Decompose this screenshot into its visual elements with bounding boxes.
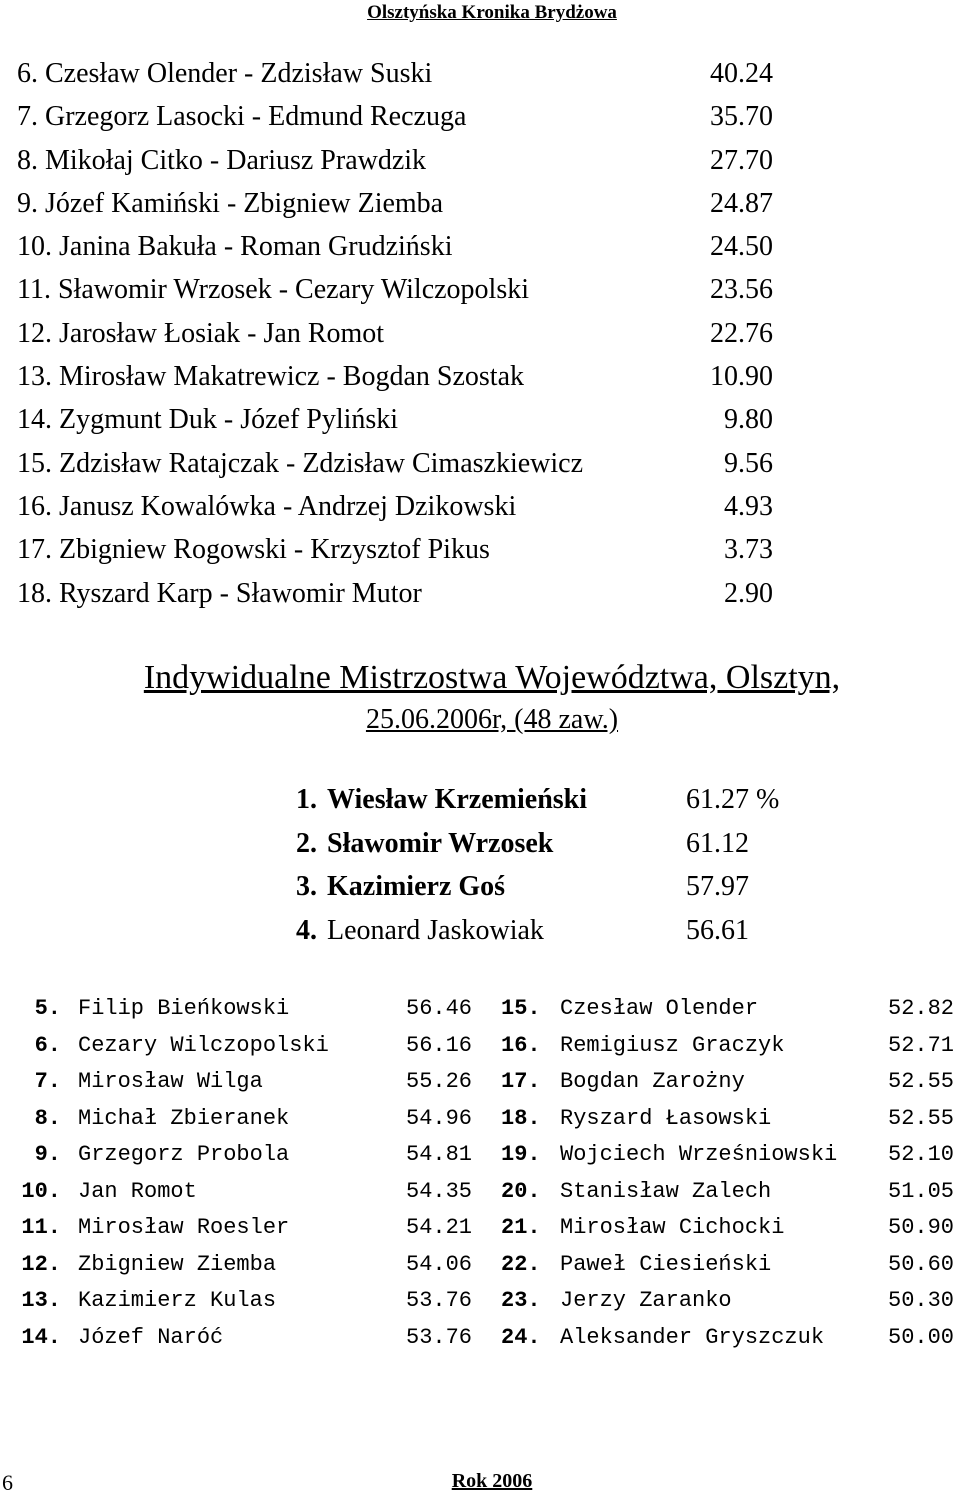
right-position: 17.: [501, 1069, 541, 1094]
result-position: 3.: [296, 871, 317, 902]
left-player-name: Kazimierz Kulas: [78, 1288, 277, 1313]
left-player-name: Cezary Wilczopolski: [78, 1032, 329, 1058]
pair-names: 18. Ryszard Karp - Sławomir Mutor: [17, 577, 422, 609]
ranking-row: [0, 1320, 960, 1357]
pair-names: 14. Zygmunt Duk - Józef Pyliński: [17, 404, 399, 436]
top-result-row: [296, 822, 816, 866]
right-player-score: 52.71: [888, 1032, 955, 1058]
right-position: 21.: [501, 1215, 541, 1240]
pair-result-row: [17, 485, 817, 528]
left-player-score: 54.96: [406, 1105, 473, 1131]
left-position: 7.: [34, 1069, 61, 1094]
left-position: 8.: [34, 1105, 61, 1131]
individual-ranking-table: [0, 991, 960, 1356]
page-header: Olsztyńska Kronika Brydżowa: [367, 2, 617, 23]
player-score: 56.61: [686, 914, 749, 946]
page-footer: Rok 2006: [451, 1470, 533, 1492]
left-player-score: 54.81: [406, 1142, 473, 1167]
pair-result-row: [17, 312, 817, 355]
ranking-row: [0, 1247, 960, 1284]
pair-result-row: [17, 182, 817, 225]
left-position: 14.: [21, 1324, 61, 1350]
right-position: 23.: [501, 1288, 541, 1313]
player-name: Kazimierz Goś: [327, 871, 506, 902]
player-score: 57.97: [686, 871, 749, 902]
result-position: 4.: [296, 914, 317, 946]
pair-score: 40.24: [710, 58, 773, 89]
right-player-name: Mirosław Cichocki: [560, 1215, 785, 1240]
right-player-name: Jerzy Zaranko: [560, 1288, 732, 1313]
left-player-name: Jan Romot: [78, 1178, 197, 1204]
right-player-score: 50.60: [888, 1251, 955, 1277]
right-position: 16.: [501, 1032, 541, 1058]
right-player-score: 50.30: [888, 1288, 955, 1313]
pair-result-row: [17, 398, 817, 441]
left-player-score: 56.16: [406, 1032, 473, 1058]
right-player-name: Bogdan Zarożny: [560, 1069, 745, 1094]
ranking-row: [0, 1283, 960, 1320]
left-position: 10.: [21, 1178, 61, 1204]
right-player-name: Czesław Olender: [560, 996, 759, 1021]
result-position: 1.: [296, 784, 317, 815]
right-player-score: 52.55: [888, 1069, 955, 1094]
left-position: 13.: [21, 1288, 61, 1313]
right-player-name: Stanisław Zalech: [560, 1178, 772, 1204]
pair-score: 9.80: [724, 404, 773, 436]
left-player-name: Mirosław Roesler: [78, 1215, 290, 1240]
pair-result-row: [17, 139, 817, 182]
pair-names: 15. Zdzisław Ratajczak - Zdzisław Cimaszkiewicz: [17, 447, 584, 479]
section-title: [0, 656, 960, 740]
player-score: 61.27 %: [686, 784, 780, 815]
right-position: 20.: [501, 1178, 541, 1204]
left-player-score: 53.76: [406, 1324, 473, 1350]
left-position: 11.: [21, 1215, 61, 1240]
pair-names: 17. Zbigniew Rogowski - Krzysztof Pikus: [17, 534, 490, 566]
ranking-row: [0, 1101, 960, 1138]
pair-result-row: [17, 528, 817, 571]
pair-result-row: [17, 52, 817, 95]
section-title-line2: 25.06.2006r, (48 zaw.): [365, 704, 619, 735]
left-position: 9.: [34, 1142, 61, 1167]
pair-result-row: [17, 355, 817, 398]
pair-names: 16. Janusz Kowalówka - Andrzej Dzikowski: [17, 490, 517, 522]
top-result-row: [296, 865, 816, 909]
left-position: 6.: [34, 1032, 61, 1058]
pair-names: 12. Jarosław Łosiak - Jan Romot: [17, 317, 385, 349]
left-player-score: 54.35: [406, 1178, 473, 1204]
right-player-score: 51.05: [888, 1178, 955, 1204]
left-player-score: 54.06: [406, 1251, 473, 1277]
right-player-score: 52.55: [888, 1105, 955, 1131]
pair-result-row: [17, 268, 817, 311]
left-player-name: Michał Zbieranek: [78, 1105, 290, 1131]
ranking-row: [0, 1064, 960, 1101]
right-player-name: Wojciech Wrześniowski: [560, 1142, 838, 1167]
pair-score: 22.76: [710, 317, 773, 349]
left-player-name: Zbigniew Ziemba: [78, 1251, 277, 1277]
pair-score: 27.70: [710, 144, 773, 176]
right-player-name: Remigiusz Graczyk: [560, 1032, 785, 1058]
right-position: 22.: [501, 1251, 541, 1277]
pair-names: 9. Józef Kamiński - Zbigniew Ziemba: [17, 187, 444, 219]
right-player-score: 52.10: [888, 1142, 955, 1167]
left-player-name: Mirosław Wilga: [78, 1069, 263, 1094]
right-player-name: Ryszard Łasowski: [560, 1105, 772, 1131]
right-position: 15.: [501, 996, 541, 1021]
ranking-row: [0, 1137, 960, 1174]
pair-result-row: [17, 442, 817, 485]
pair-names: 6. Czesław Olender - Zdzisław Suski: [17, 58, 433, 89]
top-result-row: [296, 909, 816, 953]
player-name: Leonard Jaskowiak: [327, 914, 544, 946]
right-player-name: Paweł Ciesieński: [560, 1251, 772, 1277]
section-title-line1: Indywidualne Mistrzostwa Województwa, Olsztyn,: [143, 659, 841, 696]
left-player-score: 54.21: [406, 1215, 473, 1240]
pair-names: 7. Grzegorz Lasocki - Edmund Reczuga: [17, 101, 467, 133]
pair-result-row: [17, 95, 817, 138]
pair-result-row: [17, 572, 817, 615]
player-name: Wiesław Krzemieński: [327, 784, 588, 815]
top-four-list: [296, 778, 816, 952]
pair-score: 4.93: [724, 490, 773, 522]
pair-score: 24.50: [710, 231, 773, 263]
pair-score: 35.70: [710, 101, 773, 133]
pair-names: 11. Sławomir Wrzosek - Cezary Wilczopolski: [17, 274, 529, 306]
left-player-name: Filip Bieńkowski: [78, 996, 290, 1021]
left-player-name: Grzegorz Probola: [78, 1142, 290, 1167]
pair-result-row: [17, 225, 817, 268]
top-result-row: [296, 778, 816, 822]
pair-names: 8. Mikołaj Citko - Dariusz Prawdzik: [17, 144, 427, 176]
result-position: 2.: [296, 827, 317, 859]
pair-names: 13. Mirosław Makatrewicz - Bogdan Szostak: [17, 361, 524, 393]
ranking-row: [0, 1174, 960, 1211]
page-number: 6: [2, 1470, 13, 1495]
ranking-row: [0, 991, 960, 1028]
ranking-row: [0, 1028, 960, 1065]
right-position: 18.: [501, 1105, 541, 1131]
right-player-score: 52.82: [888, 996, 955, 1021]
player-name: Sławomir Wrzosek: [327, 827, 554, 859]
pairs-results-list: [17, 52, 817, 615]
pair-score: 2.90: [724, 577, 773, 609]
pair-score: 23.56: [710, 274, 773, 306]
pair-names: 10. Janina Bakuła - Roman Grudziński: [17, 231, 453, 263]
left-player-score: 56.46: [406, 996, 473, 1021]
pair-score: 9.56: [724, 447, 773, 479]
player-score: 61.12: [686, 827, 749, 859]
right-player-score: 50.90: [888, 1215, 955, 1240]
left-player-score: 55.26: [406, 1069, 473, 1094]
right-position: 19.: [501, 1142, 541, 1167]
left-position: 12.: [21, 1251, 61, 1277]
pair-score: 3.73: [724, 534, 773, 566]
right-player-score: 50.00: [888, 1324, 955, 1350]
pair-score: 10.90: [710, 361, 773, 393]
right-position: 24.: [501, 1324, 541, 1350]
right-player-name: Aleksander Gryszczuk: [560, 1324, 825, 1350]
left-player-name: Józef Naróć: [78, 1324, 224, 1350]
left-position: 5.: [34, 996, 61, 1021]
pair-score: 24.87: [710, 187, 773, 219]
ranking-row: [0, 1210, 960, 1247]
left-player-score: 53.76: [406, 1288, 473, 1313]
